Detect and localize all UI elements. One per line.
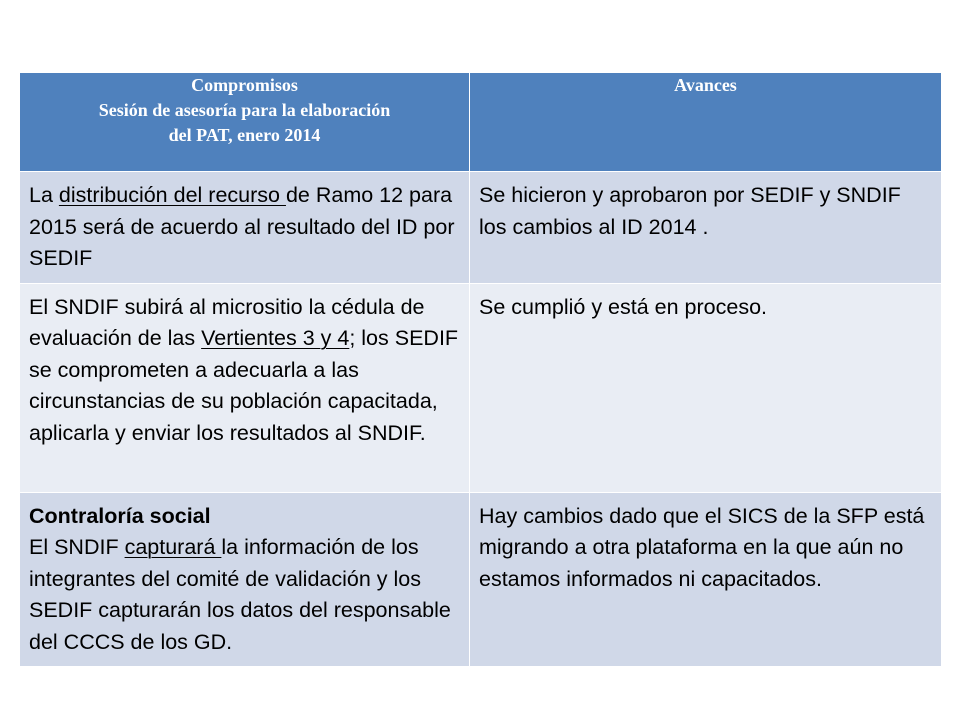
commitment-cell (20, 172, 470, 284)
table-row (20, 283, 942, 492)
commitment-text: El SNDIF subirá al micrositio la cédula de evaluación de las (29, 294, 425, 350)
commitment-text: de Ramo 12 para 2015 será de acuerdo al resultado del ID por SEDIF (29, 183, 455, 270)
progress-cell (470, 492, 942, 667)
commitment-underlined: Vertientes 3 y 4 (201, 326, 350, 350)
commitment-text: El SNDIF (29, 535, 125, 559)
header-progress-label: Avances (674, 75, 737, 95)
progress-cell (470, 172, 942, 284)
header-row (20, 73, 942, 172)
commitment-text: ; los SEDIF se comprometen a adecuarla a las circunstancias de su población capacitada, aplicarla y enviar los resultados al SNDIF. (29, 326, 459, 445)
header-commitments (20, 73, 470, 172)
commitment-cell (20, 492, 470, 667)
table-row (20, 492, 942, 667)
header-progress (470, 73, 942, 172)
commitments-table (19, 72, 942, 667)
commitment-underlined: distribución del recurso (58, 183, 286, 207)
table-row (20, 172, 942, 284)
commitment-cell (20, 283, 470, 492)
header-commitments-line2: Sesión de asesoría para la elaboración (98, 100, 391, 120)
progress-text: Se hicieron y aprobaron por SEDIF y SNDIF los cambios al ID 2014 . (479, 183, 901, 239)
commitment-title: Contraloría social (29, 503, 211, 528)
progress-cell (470, 283, 942, 492)
commitment-text: la información de los integrantes del comité de validación y los SEDIF capturarán los datos del responsable del CCCS de los GD. (29, 535, 451, 654)
progress-text: Se cumplió y está en proceso. (479, 294, 768, 319)
commitment-text: La (29, 183, 59, 207)
header-commitments-line1: Compromisos (191, 75, 298, 95)
commitment-underlined: capturará (124, 535, 222, 559)
header-commitments-line3: del PAT, enero 2014 (168, 125, 321, 145)
progress-text: Hay cambios dado que el SICS de la SFP está migrando a otra plataforma en la que aún no estamos informados ni capacitados. (479, 503, 925, 591)
